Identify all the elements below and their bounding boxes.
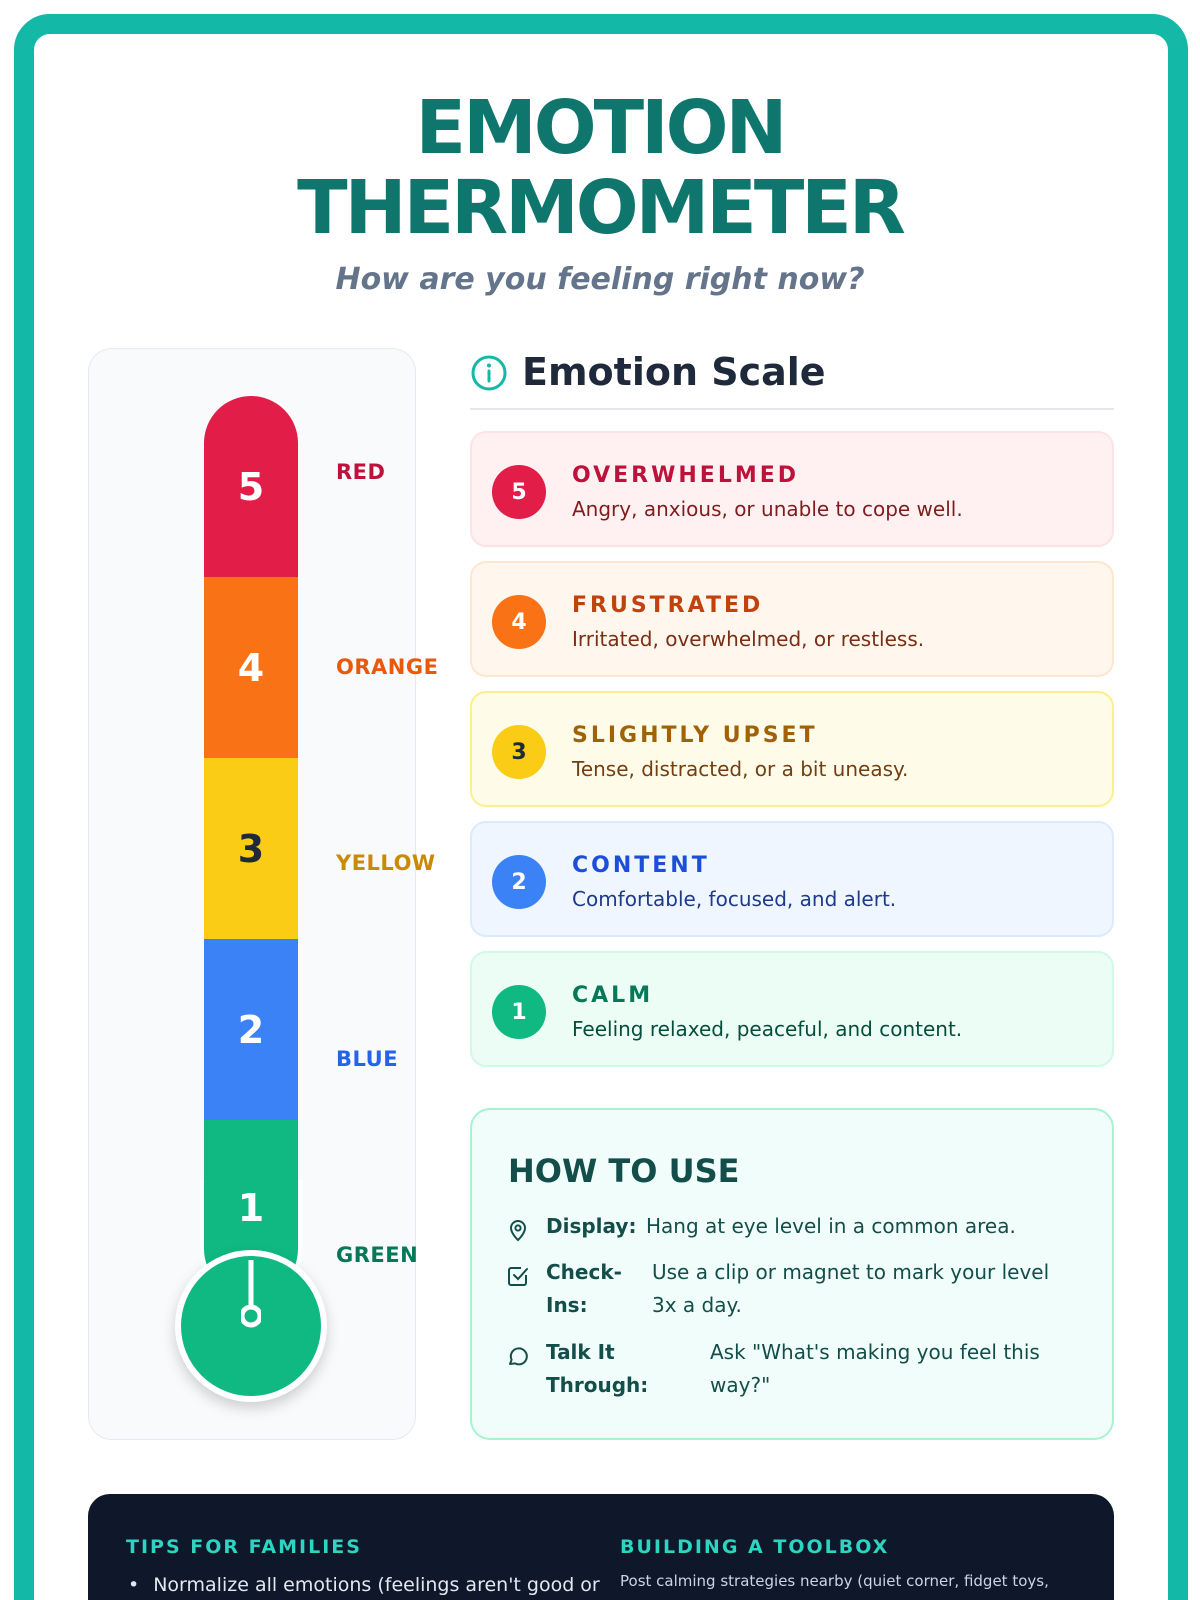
thermometer-bulb	[175, 1250, 327, 1402]
level-badge: 3	[492, 725, 546, 779]
emotion-description: Comfortable, focused, and alert.	[572, 887, 897, 911]
emotion-card-frustrated[interactable]	[470, 561, 1114, 677]
emotion-name: SLIGHTLY UPSET	[572, 723, 818, 748]
emotion-description: Irritated, overwhelmed, or restless.	[572, 627, 925, 651]
thermometer-segment-2[interactable]: 2	[204, 939, 298, 1120]
building-toolbox-title: BUILDING A TOOLBOX	[620, 1536, 890, 1558]
emotion-card-slightly-upset[interactable]	[470, 691, 1114, 807]
color-label-red: RED	[336, 460, 386, 484]
tips-for-families-title: TIPS FOR FAMILIES	[126, 1536, 362, 1558]
how-to-label	[546, 1256, 622, 1322]
how-to-text: Hang at eye level in a common area.	[646, 1214, 1016, 1238]
tips-bullet: • Normalize all emotions (feelings aren't good or	[128, 1574, 600, 1596]
how-to-text-line: 3x a day.	[652, 1293, 742, 1317]
how-to-label	[546, 1336, 648, 1402]
level-badge: 1	[492, 985, 546, 1039]
page-subtitle: How are you feeling right now?	[335, 262, 865, 297]
thermometer-segment-1[interactable]: 1	[204, 1120, 298, 1296]
emotion-name: OVERWHELMED	[572, 463, 800, 488]
title-line-2: THERMOMETER	[297, 165, 903, 251]
emotion-scale-title: Emotion Scale	[522, 350, 826, 394]
how-to-label-line: Check-	[546, 1260, 622, 1284]
thermometer-segment-3[interactable]: 3	[204, 758, 298, 939]
info-icon	[470, 354, 508, 392]
checkbox-icon	[506, 1264, 530, 1288]
emotion-card-content[interactable]	[470, 821, 1114, 937]
how-to-text	[710, 1336, 1040, 1402]
map-pin-icon	[506, 1218, 530, 1242]
emotion-name: CALM	[572, 983, 654, 1008]
thermometer-tube	[204, 396, 298, 1296]
how-to-text-line: Ask "What's making you feel this	[710, 1340, 1040, 1364]
how-to-text	[652, 1256, 1049, 1322]
emotion-card-overwhelmed[interactable]	[470, 431, 1114, 547]
thermometer-segment-5[interactable]: 5	[204, 396, 298, 577]
level-badge: 2	[492, 855, 546, 909]
page-title	[0, 85, 1200, 251]
thermometer-bulb-icon	[241, 1260, 261, 1330]
toolbox-text: Post calming strategies nearby (quiet corner, fidget toys,	[620, 1572, 1049, 1590]
how-to-label-line: Talk It	[546, 1340, 615, 1364]
thermometer-segment-4[interactable]: 4	[204, 577, 298, 758]
emotion-name: CONTENT	[572, 853, 710, 878]
how-to-label-line: Ins:	[546, 1293, 588, 1317]
how-to-use-title: HOW TO USE	[508, 1152, 740, 1190]
emotion-scale-header	[470, 348, 1114, 410]
chat-bubble-icon	[506, 1344, 530, 1368]
footer-panel	[88, 1494, 1114, 1600]
color-label-blue: BLUE	[336, 1047, 399, 1071]
color-label-yellow: YELLOW	[336, 851, 436, 875]
emotion-description: Angry, anxious, or unable to cope well.	[572, 497, 963, 521]
emotion-card-calm[interactable]	[470, 951, 1114, 1067]
emotion-name: FRUSTRATED	[572, 593, 764, 618]
emotion-description: Feeling relaxed, peaceful, and content.	[572, 1017, 963, 1041]
title-line-1: EMOTION	[415, 85, 785, 171]
how-to-label: Display:	[546, 1214, 637, 1238]
how-to-label-line: Through:	[546, 1373, 649, 1397]
level-badge: 5	[492, 465, 546, 519]
how-to-text-line: Use a clip or magnet to mark your level	[652, 1260, 1050, 1284]
color-label-green: GREEN	[336, 1243, 419, 1267]
emotion-description: Tense, distracted, or a bit uneasy.	[572, 757, 909, 781]
level-badge: 4	[492, 595, 546, 649]
how-to-text-line: way?"	[710, 1373, 771, 1397]
color-label-orange: ORANGE	[336, 655, 439, 679]
